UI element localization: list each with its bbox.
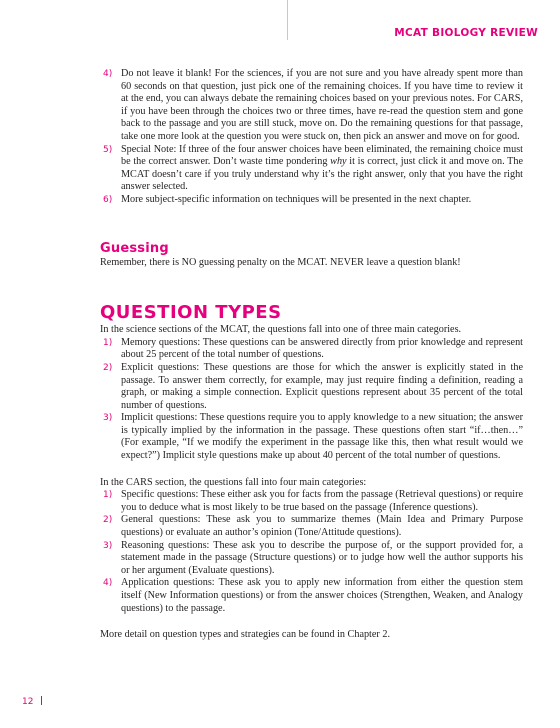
list-item-emphasis: why: [330, 156, 347, 168]
list-item-text: Specific questions: These either ask you for facts from the passage (Retrieval questions) or require you to deduce what is most likely to be true based on the passage (Inference questions).: [121, 489, 523, 513]
science-question-types-list: [103, 337, 523, 463]
list-item-text-after: it is correct, just click it and move on. The MCAT doesn’t care if you truly understand why it’s the right answer, only that you have the right answer selected.: [121, 156, 523, 193]
list-item-text: Memory questions: These questions can be answered directly from prior knowledge and represent about 25 percent of the total number of questions.: [121, 336, 523, 361]
cars-question-types-list: [103, 489, 523, 615]
page-footer: [22, 696, 42, 707]
list-item: [103, 68, 523, 144]
header-divider: [287, 0, 288, 40]
list-item-text: General questions: These ask you to summarize themes (Main Idea and Primary Purpose questions) or evaluate an author’s opinion (Tone/Attitude questions).: [121, 514, 523, 539]
list-item: [103, 577, 523, 615]
list-number: 1): [103, 337, 113, 348]
list-item: [103, 144, 523, 194]
list-item-text: Explicit questions: These questions are those for which the answer is explicitly stated in the passage. To answer them correctly, for example, may just require finding a definition, reading a graph, or making a simple connection. Explicit questions represent about 35 percent of the total number of questions.: [121, 361, 523, 411]
list-item-text-before: Special Note: If three of the four answer choices have been eliminated, the remaining choice must be the correct answer. Don’t waste time pondering: [121, 143, 523, 168]
list-number: 2): [103, 362, 113, 373]
list-number: 3): [103, 413, 113, 424]
list-item: [103, 514, 523, 539]
list-number: 6): [103, 194, 113, 205]
list-number: 5): [103, 144, 113, 155]
footer-divider: [41, 696, 42, 705]
list-item-text: Reasoning questions: These ask you to describe the purpose of, or the support provided for, a statement made in the passage (Structure questions) or to judge how well the author supports his or her argument (Evaluate questions).: [121, 539, 523, 576]
page-number: 12: [22, 697, 34, 707]
list-item: [103, 194, 523, 207]
guessing-text: Remember, there is NO guessing penalty on the MCAT. NEVER leave a question blank!: [100, 256, 461, 268]
list-item-text: Implicit questions: These questions require you to apply knowledge to a new situation; the answer is typically implied by the information in the passage. These questions often start “if…then…” (For example, “If we modify the experiment in the passage like this, then what result would we expect?”) Implicit style questions make up about 40 percent of the total number of questions.: [121, 412, 523, 462]
list-number: 4): [103, 578, 113, 589]
running-head: MCAT BIOLOGY REVIEW: [394, 27, 538, 39]
list-item: [103, 412, 523, 462]
page-content: [100, 68, 523, 642]
cars-intro: In the CARS section, the questions fall into four main categories:: [100, 476, 367, 488]
list-item: [103, 540, 523, 578]
list-item: [103, 337, 523, 362]
question-types-heading: QUESTION TYPES: [100, 302, 282, 324]
list-number: 2): [103, 515, 113, 526]
list-item-text: Application questions: These ask you to apply new information from either the question stem itself (New Information questions) or from the answer choices (Strengthen, Weaken, and Analogy questions) to the passage.: [121, 577, 523, 614]
closing-text: More detail on question types and strategies can be found in Chapter 2.: [100, 629, 390, 641]
list-item-text: Do not leave it blank! For the sciences, if you are not sure and you have already spent more than 60 seconds on that question, just pick one of the remaining choices. If you have time to review it at the end, you can always debate the remaining choices based on your previous notes. For CARS, if you have been through the choices two or three times, have re-read the question stem and gone back to the passage and you are still stuck, move on. Do the remaining questions for that passage, take one more look at the question you were stuck on, then pick an answer and move on for good.: [121, 68, 523, 142]
strategy-list: [103, 68, 523, 207]
list-number: 4): [103, 69, 113, 79]
list-number: 3): [103, 540, 113, 551]
guessing-heading: Guessing: [100, 240, 169, 256]
list-item: [103, 362, 523, 412]
list-item: [103, 489, 523, 514]
science-intro: In the science sections of the MCAT, the questions fall into one of three main categories.: [100, 324, 462, 336]
list-item-text: More subject-specific information on techniques will be presented in the next chapter.: [121, 193, 472, 205]
list-number: 1): [103, 490, 113, 501]
